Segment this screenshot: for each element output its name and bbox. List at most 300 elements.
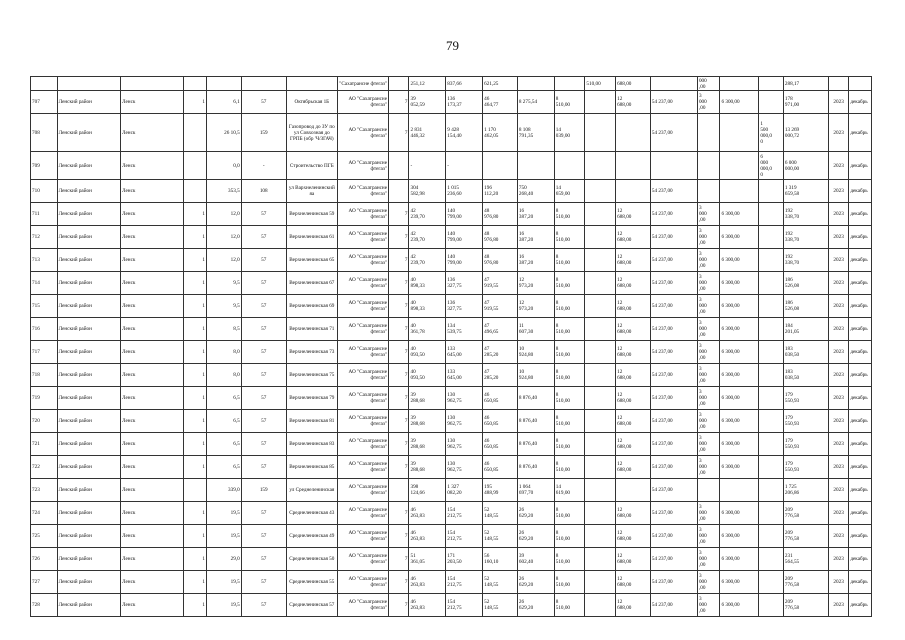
qty-cell: 1 <box>184 502 207 525</box>
value-cell <box>759 387 784 410</box>
value-cell: 54 237,00 <box>650 114 697 152</box>
total-cell: 209 776,58 <box>783 571 828 594</box>
value-cell: 42 239,70 <box>409 203 446 226</box>
length-cell: 8,5 <box>206 318 241 341</box>
value-cell: 12 688,00 <box>616 272 651 295</box>
value-cell: 6 300,00 <box>720 203 759 226</box>
value-cell: 3 000 ,00 <box>697 249 720 272</box>
month-cell: декабрь <box>849 272 872 295</box>
value-cell: 3 000 ,00 <box>697 226 720 249</box>
owner-cell: АО "Сахатрансне фтегаз" <box>337 387 388 410</box>
value-cell: 3 000 ,00 <box>697 410 720 433</box>
value-cell: 12 688,00 <box>616 502 651 525</box>
street-cell: Среднеленинская 49 <box>286 525 337 548</box>
value-cell: 251,12 <box>409 77 446 91</box>
diameter-cell: 57 <box>241 295 286 318</box>
value-cell: 54 237,00 <box>650 364 697 387</box>
value-cell: 8 510,00 <box>554 525 585 548</box>
value-cell <box>585 114 616 152</box>
class-cell: 7 <box>389 341 409 364</box>
month-cell: декабрь <box>849 114 872 152</box>
value-cell: 52 148,55 <box>483 571 518 594</box>
length-cell: 9,5 <box>206 272 241 295</box>
value-cell: 3 000 ,00 <box>697 91 720 114</box>
month-cell: декабрь <box>849 433 872 456</box>
total-cell: 179 550,93 <box>783 387 828 410</box>
value-cell: 10 924,80 <box>517 341 554 364</box>
value-cell: 8 510,00 <box>554 594 585 617</box>
value-cell: 8 510,00 <box>554 341 585 364</box>
owner-cell: АО "Сахатрансне фтегаз" <box>337 502 388 525</box>
value-cell: 12 688,00 <box>616 203 651 226</box>
value-cell <box>585 410 616 433</box>
value-cell: 8 510,00 <box>554 226 585 249</box>
city-cell: Ленск <box>121 502 184 525</box>
table-row <box>31 318 872 341</box>
diameter-cell: 57 <box>241 341 286 364</box>
month-cell: декабрь <box>849 364 872 387</box>
value-cell: 130 962,75 <box>446 387 483 410</box>
value-cell: 54 237,00 <box>650 180 697 203</box>
class-cell: 7 <box>389 114 409 152</box>
total-cell: 178 971,00 <box>783 91 828 114</box>
class-cell: 7 <box>389 456 409 479</box>
value-cell: 6 300,00 <box>720 249 759 272</box>
city-cell: Ленск <box>121 180 184 203</box>
length-cell <box>206 77 241 91</box>
length-cell: 9,5 <box>206 295 241 318</box>
class-cell: 7 <box>389 203 409 226</box>
value-cell: 46 263,83 <box>409 502 446 525</box>
length-cell: 6,5 <box>206 433 241 456</box>
value-cell: 6 300,00 <box>720 295 759 318</box>
value-cell <box>585 456 616 479</box>
value-cell <box>585 249 616 272</box>
length-cell: 6,5 <box>206 387 241 410</box>
value-cell <box>616 114 651 152</box>
value-cell <box>759 364 784 387</box>
month-cell: декабрь <box>849 548 872 571</box>
qty-cell: 1 <box>184 295 207 318</box>
value-cell: 3 000 ,00 <box>697 203 720 226</box>
value-cell: 12 688,00 <box>616 91 651 114</box>
row-number-cell: 711 <box>31 203 58 226</box>
owner-cell: АО "Сахатрансне фтегаз" <box>337 295 388 318</box>
value-cell: 8 510,00 <box>554 272 585 295</box>
qty-cell <box>184 479 207 502</box>
diameter-cell: 57 <box>241 249 286 272</box>
total-cell: 179 550,93 <box>783 433 828 456</box>
month-cell: декабрь <box>849 341 872 364</box>
diameter-cell: 57 <box>241 318 286 341</box>
qty-cell <box>184 77 207 91</box>
total-cell: 209 776,58 <box>783 594 828 617</box>
diameter-cell: 57 <box>241 226 286 249</box>
table-row <box>31 364 872 387</box>
city-cell: Ленск <box>121 479 184 502</box>
value-cell: 130 962,75 <box>446 456 483 479</box>
value-cell: - <box>446 152 483 180</box>
value-cell <box>720 152 759 180</box>
value-cell: 47 919,55 <box>483 295 518 318</box>
qty-cell: 1 <box>184 387 207 410</box>
value-cell: 54 237,00 <box>650 594 697 617</box>
year-cell: 2023 <box>828 152 848 180</box>
table-row <box>31 479 872 502</box>
value-cell: 42 239,70 <box>409 249 446 272</box>
year-cell: 2023 <box>828 433 848 456</box>
value-cell: 48 976,80 <box>483 226 518 249</box>
value-cell <box>585 364 616 387</box>
value-cell: 40 093,50 <box>409 341 446 364</box>
city-cell: Ленск <box>121 410 184 433</box>
street-cell: ул Среднеленинская <box>286 479 337 502</box>
city-cell: Ленск <box>121 114 184 152</box>
month-cell: декабрь <box>849 318 872 341</box>
value-cell: 000 ,00 <box>697 77 720 91</box>
value-cell <box>759 203 784 226</box>
year-cell: 2023 <box>828 180 848 203</box>
row-number-cell: 713 <box>31 249 58 272</box>
value-cell <box>759 502 784 525</box>
owner-cell: АО "Сахатрансне фтегаз" <box>337 341 388 364</box>
owner-cell: АО "Сахатрансне фтегаз" <box>337 594 388 617</box>
value-cell: 40 898,33 <box>409 295 446 318</box>
diameter-cell: 57 <box>241 502 286 525</box>
total-cell: 186 526,08 <box>783 295 828 318</box>
row-number-cell: 728 <box>31 594 58 617</box>
class-cell: 7 <box>389 226 409 249</box>
value-cell: 48 976,80 <box>483 249 518 272</box>
value-cell: 54 237,00 <box>650 272 697 295</box>
value-cell <box>759 249 784 272</box>
value-cell: 140 799,00 <box>446 249 483 272</box>
class-cell: 7 <box>389 594 409 617</box>
value-cell: 133 645,00 <box>446 364 483 387</box>
street-cell <box>286 77 337 91</box>
value-cell: 8 510,00 <box>554 295 585 318</box>
city-cell: Ленск <box>121 456 184 479</box>
length-cell: 8,0 <box>206 341 241 364</box>
owner-cell: АО "Сахатрансне фтегаз" <box>337 272 388 295</box>
owner-cell: АО "Сахатрансне фтегаз" <box>337 525 388 548</box>
value-cell: 8 108 791,35 <box>517 114 554 152</box>
value-cell: 54 237,00 <box>650 479 697 502</box>
value-cell: 154 212,75 <box>446 594 483 617</box>
district-cell: Ленский район <box>57 502 120 525</box>
owner-cell: АО "Сахатрансне фтегаз" <box>337 226 388 249</box>
owner-cell: АО "Сахатрансне фтегаз" <box>337 479 388 502</box>
city-cell: Ленск <box>121 548 184 571</box>
district-cell: Ленский район <box>57 180 120 203</box>
length-cell: 26 10,5 <box>206 114 241 152</box>
value-cell: 136 327,75 <box>446 272 483 295</box>
total-cell: 1 725 206,86 <box>783 479 828 502</box>
value-cell: 750 268,40 <box>517 180 554 203</box>
owner-cell: АО "Сахатрансне фтегаз" <box>337 433 388 456</box>
value-cell <box>720 77 759 91</box>
value-cell: 195 488,99 <box>483 479 518 502</box>
value-cell: 8 510,00 <box>554 571 585 594</box>
month-cell: декабрь <box>849 91 872 114</box>
value-cell <box>585 341 616 364</box>
value-cell: 8 510,00 <box>554 410 585 433</box>
value-cell: 39 052,59 <box>409 91 446 114</box>
length-cell: 19,5 <box>206 502 241 525</box>
value-cell: 54 237,00 <box>650 341 697 364</box>
city-cell: Ленск <box>121 594 184 617</box>
value-cell: 1 015 236,60 <box>446 180 483 203</box>
length-cell: 0,0 <box>206 152 241 180</box>
owner-cell: АО "Сахатрансне фтегаз" <box>337 114 388 152</box>
row-number-cell: 714 <box>31 272 58 295</box>
street-cell: Верхнеленинская 79 <box>286 387 337 410</box>
value-cell <box>585 433 616 456</box>
value-cell: 26 629,20 <box>517 571 554 594</box>
value-cell: 6 300,00 <box>720 226 759 249</box>
diameter-cell: 57 <box>241 91 286 114</box>
owner-cell: АО "Сахатрансне фтегаз" <box>337 152 388 180</box>
value-cell: 8 510,00 <box>554 548 585 571</box>
value-cell: 6 300,00 <box>720 272 759 295</box>
value-cell: 40 093,50 <box>409 364 446 387</box>
value-cell: 3 000 ,00 <box>697 341 720 364</box>
value-cell: 6 300,00 <box>720 548 759 571</box>
district-cell: Ленский район <box>57 456 120 479</box>
length-cell: 6,5 <box>206 410 241 433</box>
row-number-cell: 722 <box>31 456 58 479</box>
city-cell <box>121 77 184 91</box>
city-cell: Ленск <box>121 203 184 226</box>
value-cell: 26 629,20 <box>517 502 554 525</box>
district-cell: Ленский район <box>57 272 120 295</box>
value-cell: 8 510,00 <box>554 456 585 479</box>
qty-cell: 1 <box>184 91 207 114</box>
value-cell: 16 387,20 <box>517 226 554 249</box>
value-cell: 54 237,00 <box>650 249 697 272</box>
street-cell: Среднеленинская 55 <box>286 571 337 594</box>
length-cell: 12,0 <box>206 226 241 249</box>
street-cell: Газопровод до ЗУ по ул Совхозная до ГРПБ (обр 'Ч/ЗГАЧ) <box>286 114 337 152</box>
street-cell: Верхнеленинская 83 <box>286 433 337 456</box>
value-cell: 3 000 ,00 <box>697 571 720 594</box>
value-cell: 46 650,85 <box>483 387 518 410</box>
value-cell: 6 300,00 <box>720 387 759 410</box>
qty-cell: 1 <box>184 226 207 249</box>
district-cell: Ленский район <box>57 410 120 433</box>
year-cell: 2023 <box>828 456 848 479</box>
table-row <box>31 525 872 548</box>
value-cell <box>759 571 784 594</box>
value-cell: 14 659,00 <box>554 180 585 203</box>
district-cell: Ленский район <box>57 226 120 249</box>
value-cell: 154 212,75 <box>446 525 483 548</box>
page-number: 79 <box>446 38 459 53</box>
value-cell <box>759 91 784 114</box>
value-cell: 12 688,00 <box>616 364 651 387</box>
value-cell <box>585 479 616 502</box>
value-cell: 8 510,00 <box>554 318 585 341</box>
diameter-cell <box>241 77 286 91</box>
month-cell: декабрь <box>849 249 872 272</box>
value-cell: 8 510,00 <box>554 502 585 525</box>
total-cell: 184 201,05 <box>783 318 828 341</box>
district-cell: Ленский район <box>57 525 120 548</box>
row-number-cell: 709 <box>31 152 58 180</box>
street-cell: ул Вархнеленинский яа <box>286 180 337 203</box>
value-cell: 1 170 462,05 <box>483 114 518 152</box>
value-cell: 47 285,20 <box>483 341 518 364</box>
year-cell: 2023 <box>828 341 848 364</box>
length-cell: 12,0 <box>206 249 241 272</box>
table-row <box>31 180 872 203</box>
value-cell: 140 799,00 <box>446 203 483 226</box>
total-cell: 209 776,58 <box>783 502 828 525</box>
value-cell: 12 973,20 <box>517 295 554 318</box>
value-cell: 12 688,00 <box>616 433 651 456</box>
city-cell: Ленск <box>121 152 184 180</box>
owner-cell: АО "Сахатрансне фтегаз" <box>337 410 388 433</box>
class-cell <box>389 479 409 502</box>
month-cell: декабрь <box>849 203 872 226</box>
diameter-cell: 57 <box>241 203 286 226</box>
year-cell: 2023 <box>828 410 848 433</box>
value-cell: 46 263,83 <box>409 571 446 594</box>
value-cell <box>585 318 616 341</box>
diameter-cell: 159 <box>241 479 286 502</box>
value-cell: 40 361,78 <box>409 318 446 341</box>
value-cell: 3 000 ,00 <box>697 433 720 456</box>
year-cell: 2023 <box>828 571 848 594</box>
table-row <box>31 594 872 617</box>
qty-cell: 1 <box>184 548 207 571</box>
value-cell <box>585 548 616 571</box>
value-cell <box>585 152 616 180</box>
value-cell: 40 898,33 <box>409 272 446 295</box>
district-cell: Ленский район <box>57 295 120 318</box>
value-cell: 42 239,70 <box>409 226 446 249</box>
value-cell <box>616 479 651 502</box>
table-row <box>31 548 872 571</box>
year-cell <box>828 77 848 91</box>
street-cell: Верхнеленинская 69 <box>286 295 337 318</box>
value-cell: 1 327 082,20 <box>446 479 483 502</box>
qty-cell <box>184 152 207 180</box>
row-number-cell: 717 <box>31 341 58 364</box>
district-cell: Ленский район <box>57 249 120 272</box>
month-cell: декабрь <box>849 594 872 617</box>
city-cell: Ленск <box>121 318 184 341</box>
street-cell: Верхнеленинская 61 <box>286 226 337 249</box>
owner-cell: АО "Сахатрансне фтегаз" <box>337 180 388 203</box>
value-cell: 54 237,00 <box>650 295 697 318</box>
value-cell <box>585 571 616 594</box>
value-cell: 8 510,00 <box>554 249 585 272</box>
value-cell: 6 300,00 <box>720 364 759 387</box>
value-cell: 3 000 ,00 <box>697 548 720 571</box>
row-number-cell: 724 <box>31 502 58 525</box>
value-cell: 6 300,00 <box>720 571 759 594</box>
value-cell: 46 650,85 <box>483 433 518 456</box>
value-cell <box>759 456 784 479</box>
value-cell: 51 361,05 <box>409 548 446 571</box>
class-cell: 7 <box>389 318 409 341</box>
total-cell: 192 338,70 <box>783 249 828 272</box>
month-cell: декабрь <box>849 387 872 410</box>
value-cell: 47 496,65 <box>483 318 518 341</box>
value-cell: - <box>409 152 446 180</box>
value-cell <box>720 180 759 203</box>
value-cell <box>585 226 616 249</box>
year-cell: 2023 <box>828 387 848 410</box>
value-cell: 3 000 ,00 <box>697 318 720 341</box>
data-table <box>30 76 872 617</box>
value-cell <box>483 152 518 180</box>
value-cell: 2 831 446,32 <box>409 114 446 152</box>
value-cell: 6 000 000,0 0 <box>759 152 784 180</box>
value-cell <box>697 152 720 180</box>
owner-cell: АО "Сахатрансне фтегаз" <box>337 203 388 226</box>
value-cell: 6 300,00 <box>720 502 759 525</box>
street-cell: Верхнеленинская 85 <box>286 456 337 479</box>
total-cell: 192 338,70 <box>783 226 828 249</box>
value-cell <box>759 295 784 318</box>
city-cell: Ленск <box>121 364 184 387</box>
total-cell: 179 550,93 <box>783 410 828 433</box>
value-cell: 12 688,00 <box>616 318 651 341</box>
value-cell: 8 876,40 <box>517 387 554 410</box>
total-cell: 209 776,58 <box>783 525 828 548</box>
class-cell: 7 <box>389 249 409 272</box>
value-cell: 52 148,55 <box>483 594 518 617</box>
length-cell: 6,1 <box>206 91 241 114</box>
class-cell: 7 <box>389 548 409 571</box>
value-cell: 3 000 ,00 <box>697 272 720 295</box>
value-cell: 154 212,75 <box>446 502 483 525</box>
value-cell: 14 619,00 <box>554 479 585 502</box>
class-cell: 7 <box>389 410 409 433</box>
value-cell <box>585 295 616 318</box>
class-cell: 7 <box>389 502 409 525</box>
row-number-cell: 726 <box>31 548 58 571</box>
value-cell <box>697 114 720 152</box>
value-cell: 510,00 <box>585 77 616 91</box>
table-row <box>31 571 872 594</box>
qty-cell: 1 <box>184 433 207 456</box>
value-cell: 130 962,75 <box>446 433 483 456</box>
value-cell <box>585 272 616 295</box>
value-cell: 47 285,20 <box>483 364 518 387</box>
value-cell: 26 629,20 <box>517 594 554 617</box>
length-cell: 8,0 <box>206 364 241 387</box>
value-cell: 6 300,00 <box>720 433 759 456</box>
value-cell <box>697 479 720 502</box>
city-cell: Ленск <box>121 387 184 410</box>
value-cell: 3 000 ,00 <box>697 387 720 410</box>
value-cell: 54 237,00 <box>650 525 697 548</box>
value-cell: 9 428 154,40 <box>446 114 483 152</box>
class-cell: 7 <box>389 433 409 456</box>
value-cell: 6 300,00 <box>720 594 759 617</box>
value-cell: 6 300,00 <box>720 410 759 433</box>
row-number-cell: 719 <box>31 387 58 410</box>
qty-cell: 1 <box>184 249 207 272</box>
value-cell: 52 148,55 <box>483 502 518 525</box>
year-cell: 2023 <box>828 318 848 341</box>
owner-cell: АО "Сахатрансне фтегаз" <box>337 548 388 571</box>
value-cell: 140 799,00 <box>446 226 483 249</box>
street-cell: Среднеленинская 50 <box>286 548 337 571</box>
